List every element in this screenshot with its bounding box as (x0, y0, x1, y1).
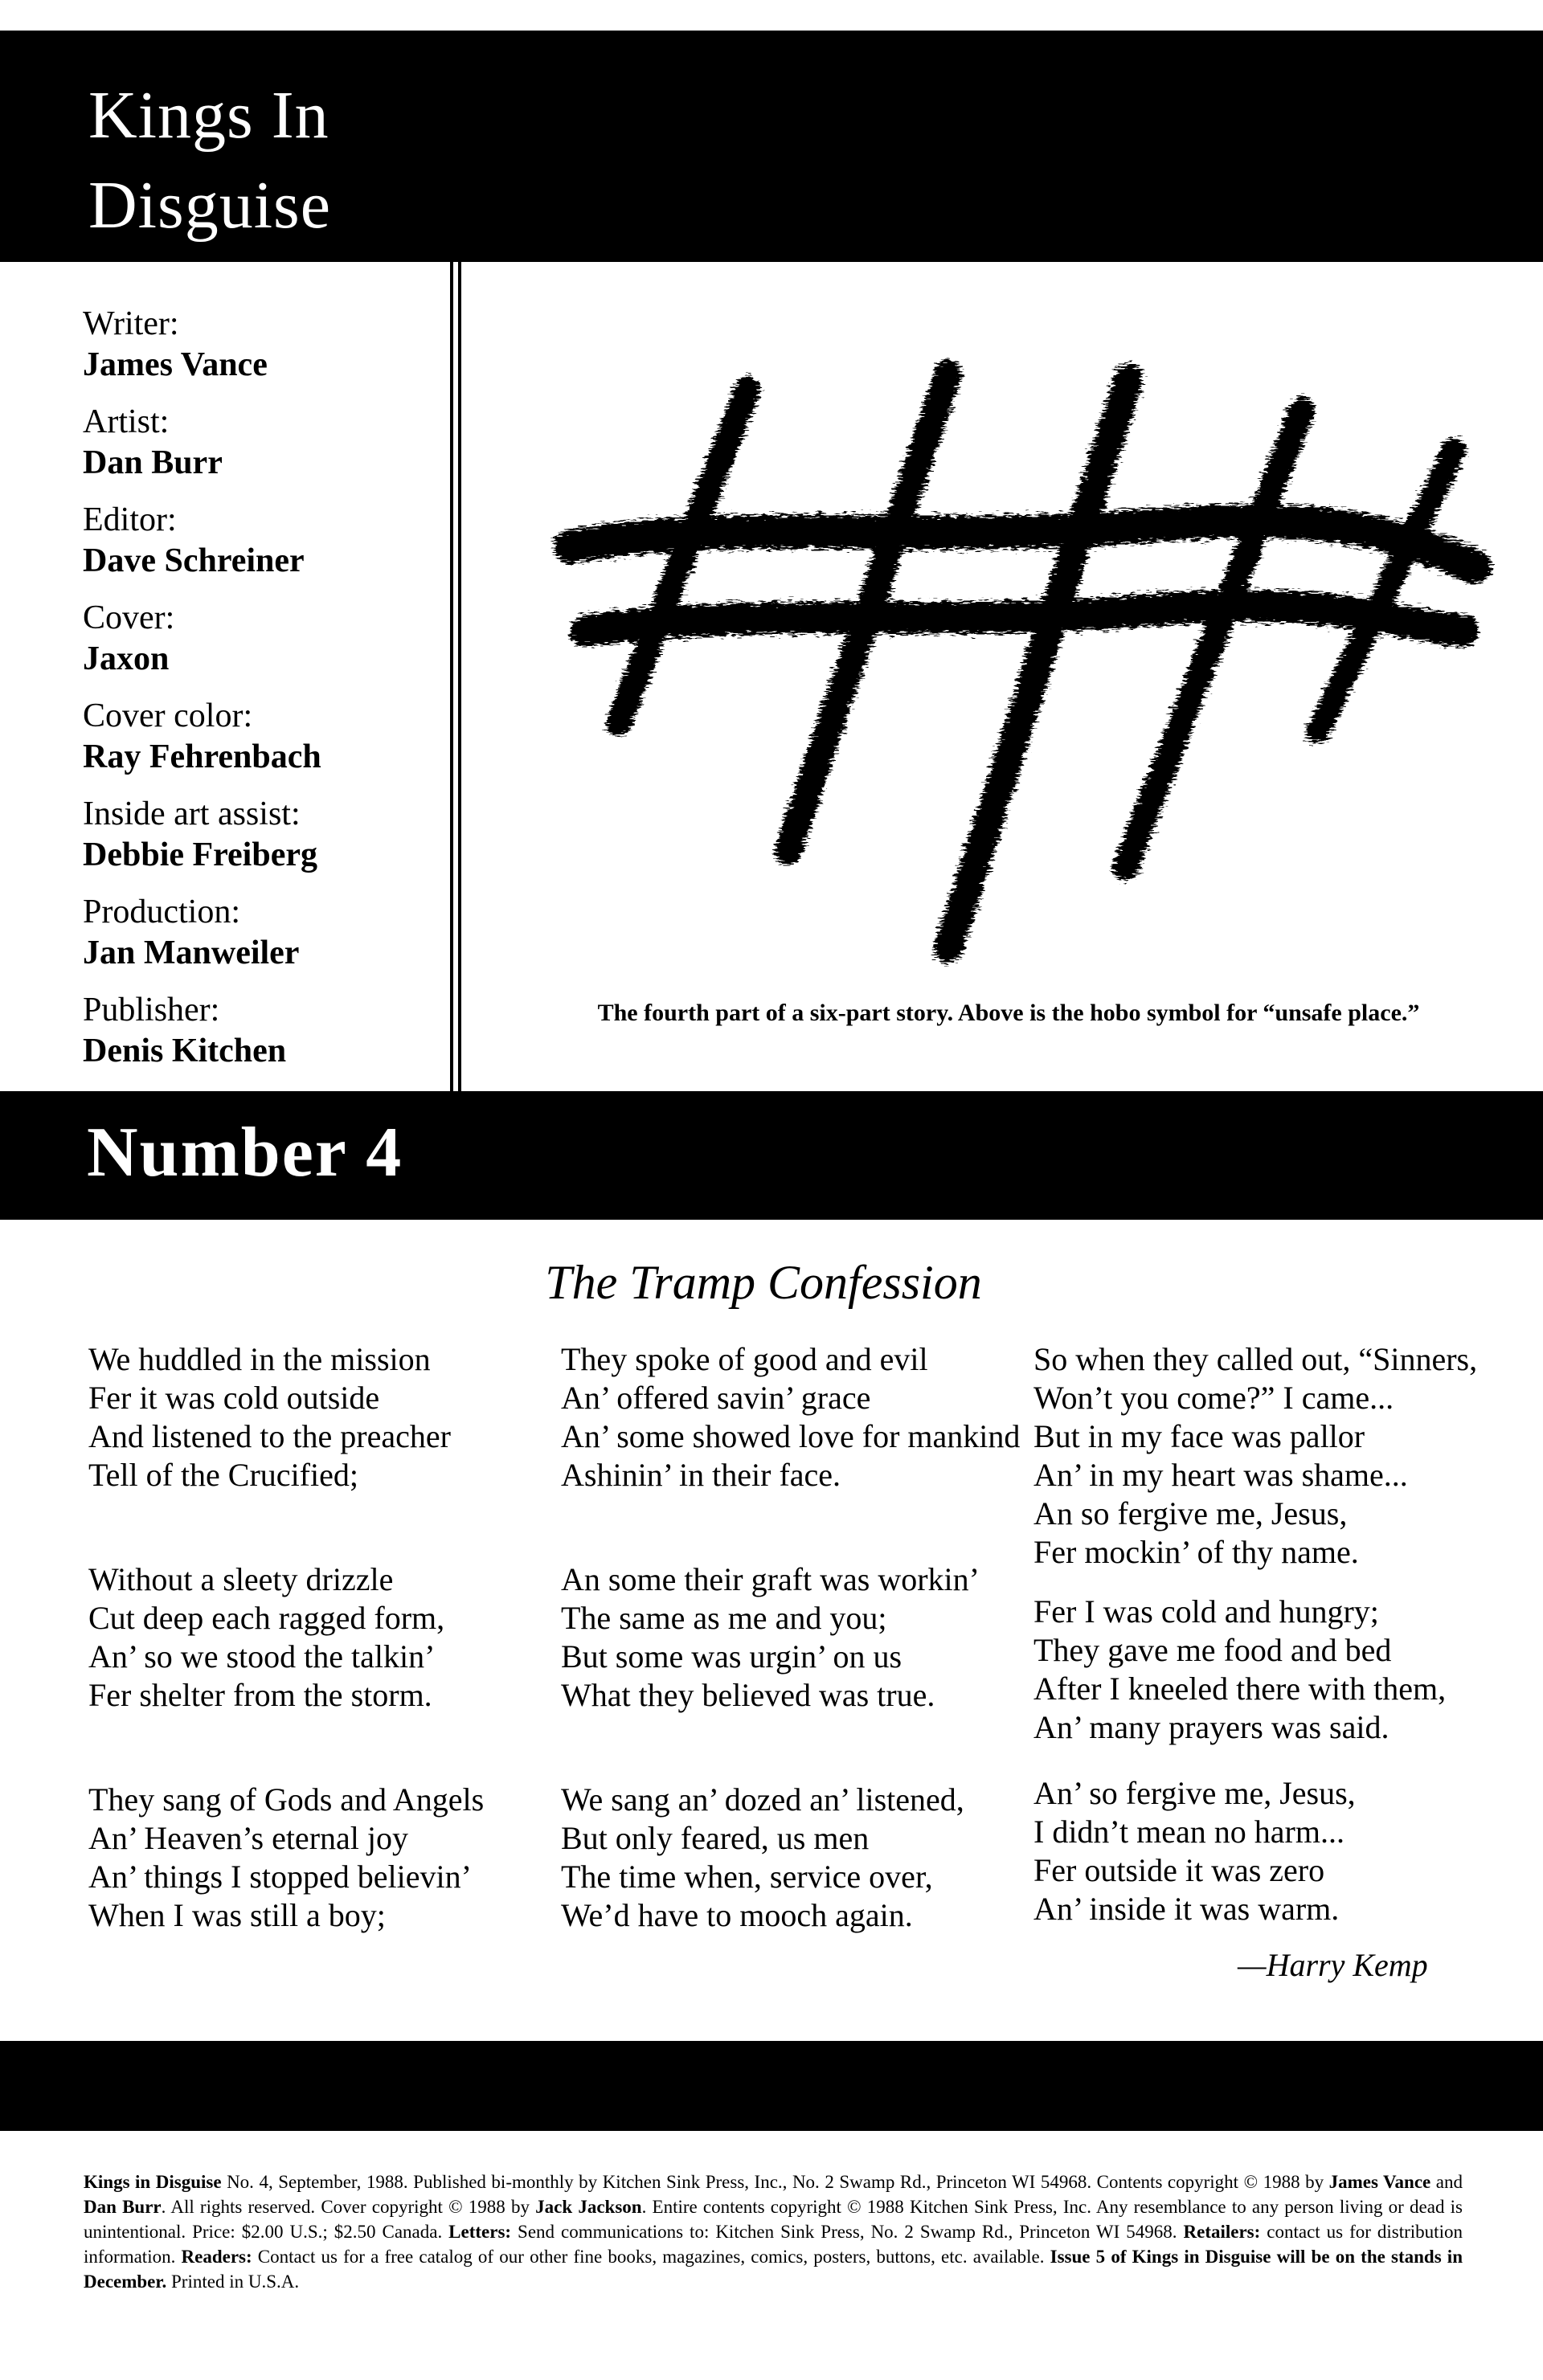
poem-line: An’ Heaven’s eternal joy (88, 1820, 408, 1856)
credit-editor (83, 500, 436, 582)
poem-title: The Tramp Confession (545, 1256, 982, 1309)
poem-line: I didn’t mean no harm... (1033, 1814, 1344, 1850)
poem-line: They gave me food and bed (1033, 1632, 1392, 1668)
credit-inside-art-assist (83, 794, 436, 876)
poem-stanza (88, 1340, 571, 1495)
poem-line: Tell of the Crucified; (88, 1457, 358, 1493)
credit-production (83, 892, 436, 974)
issue-number: Number 4 (87, 1114, 403, 1192)
poem-line: And listened to the preacher (88, 1418, 451, 1454)
poem-line: An’ in my heart was shame... (1033, 1457, 1408, 1493)
credit-writer (83, 304, 436, 386)
credit-publisher (83, 990, 436, 1072)
indicia-text: Contact us for a free catalog of our other fine books, magazines, comics, posters, buttons, etc. available. (252, 2247, 1050, 2267)
poem-line: The same as me and you; (561, 1600, 887, 1636)
poem-line: An’ so fergive me, Jesus, (1033, 1775, 1356, 1811)
poem-line: What they believed was true. (561, 1677, 935, 1713)
credit-name: Denis Kitchen (83, 1033, 287, 1069)
symbol-caption: The fourth part of a six-part story. Above is the hobo symbol for “unsafe place.” (597, 1000, 1420, 1026)
credit-role: Cover: (83, 599, 175, 636)
credit-name: Debbie Freiberg (83, 836, 317, 873)
credit-role: Cover color: (83, 697, 253, 734)
poem-line: We’d have to mooch again. (561, 1897, 913, 1933)
title-line-2: Disguise (88, 168, 331, 243)
indicia-cover-artist: Jack Jackson (535, 2197, 642, 2217)
title-line-1: Kings In (88, 78, 329, 153)
issue-banner (0, 1091, 1543, 1220)
poem-line: An’ many prayers was said. (1033, 1709, 1390, 1745)
credit-name: Ray Fehrenbach (83, 738, 321, 775)
poem-author: —Harry Kemp (1238, 1947, 1428, 1983)
bottom-banner (0, 2041, 1543, 2131)
publication-title (88, 71, 331, 251)
credit-role: Editor: (83, 501, 177, 538)
poem-column-2 (561, 1340, 1043, 1935)
poem-line: An’ inside it was warm. (1033, 1891, 1340, 1927)
title-banner (0, 31, 1543, 262)
poem-stanza (88, 1781, 571, 1935)
poem-line: Ashinin’ in their face. (561, 1457, 841, 1493)
indicia-text: Printed in U.S.A. (166, 2272, 300, 2292)
indicia-title: Kings in Disguise (84, 2172, 222, 2192)
indicia-text: and (1430, 2172, 1463, 2192)
poem-column-3 (1033, 1340, 1516, 1928)
credit-role: Writer: (83, 305, 179, 342)
credit-role: Production: (83, 894, 240, 930)
poem-line: When I was still a boy; (88, 1897, 386, 1933)
divider-rule (458, 262, 461, 1091)
hobo-symbol-unsafe-place-icon (530, 354, 1495, 996)
indicia-retailers-label: Retailers: (1183, 2222, 1261, 2242)
credit-name: Jan Manweiler (83, 934, 300, 971)
indicia-writer: James Vance (1328, 2172, 1431, 2192)
poem-line: The time when, service over, (561, 1859, 933, 1895)
indicia-text: No. 4, September, 1988. Published bi-monthly by Kitchen Sink Press, Inc., No. 2 Swamp Rd., Princeton WI 54968. Contents copyright © 1988 by (221, 2172, 1329, 2192)
poem-line: An’ offered savin’ grace (561, 1380, 871, 1416)
poem-stanza (561, 1781, 1043, 1935)
credit-name: Dan Burr (83, 444, 223, 481)
credit-name: Dave Schreiner (83, 542, 305, 579)
credit-cover-color (83, 696, 436, 778)
poem-line: Won’t you come?” I came... (1033, 1380, 1394, 1416)
poem-line: So when they called out, “Sinners, (1033, 1341, 1478, 1377)
indicia-text: contact us for distribution information. (84, 2222, 1463, 2267)
credit-role: Artist: (83, 403, 170, 440)
poem-column-1 (88, 1340, 571, 1935)
indicia-artist: Dan Burr (84, 2197, 162, 2217)
poem-line: Without a sleety drizzle (88, 1561, 394, 1597)
poem-stanza (1033, 1593, 1516, 1747)
credit-cover (83, 598, 436, 680)
poem-line: We sang an’ dozed an’ listened, (561, 1781, 964, 1818)
publication-indicia (84, 2169, 1463, 2294)
indicia-letters-label: Letters: (448, 2222, 512, 2242)
poem-line: An some their graft was workin’ (561, 1561, 980, 1597)
poem-line: After I kneeled there with them, (1033, 1670, 1447, 1707)
poem-stanza (1033, 1340, 1516, 1572)
poem-line: Fer outside it was zero (1033, 1852, 1325, 1888)
poem-line: But only feared, us men (561, 1820, 870, 1856)
indicia-text: . All rights reserved. Cover copyright © 1988 by (161, 2197, 536, 2217)
poem-line: Fer it was cold outside (88, 1380, 380, 1416)
poem-line: They sang of Gods and Angels (88, 1781, 485, 1818)
credit-artist (83, 402, 436, 484)
poem-line: But some was urgin’ on us (561, 1638, 902, 1675)
poem-line: Fer I was cold and hungry; (1033, 1593, 1379, 1630)
poem-stanza (88, 1560, 571, 1715)
poem-line: Cut deep each ragged form, (88, 1600, 445, 1636)
indicia-next-issue: Issue 5 of Kings in Disguise will be on the stands in December. (84, 2247, 1463, 2292)
credit-role: Publisher: (83, 992, 220, 1028)
poem-stanza (561, 1560, 1043, 1715)
poem-line: They spoke of good and evil (561, 1341, 928, 1377)
poem-stanza (1033, 1774, 1516, 1928)
credit-name: James Vance (83, 346, 268, 383)
poem-line: An’ so we stood the talkin’ (88, 1638, 436, 1675)
indicia-readers-label: Readers: (181, 2247, 252, 2267)
credit-role: Inside art assist: (83, 795, 301, 832)
poem-line: An’ things I stopped believin’ (88, 1859, 472, 1895)
credits-list (83, 304, 436, 1088)
poem-line: An so fergive me, Jesus, (1033, 1495, 1348, 1531)
poem-stanza (561, 1340, 1043, 1495)
credit-name: Jaxon (83, 640, 170, 677)
poem-line: We huddled in the mission (88, 1341, 431, 1377)
poem-line: Fer shelter from the storm. (88, 1677, 432, 1713)
indicia-text: . Entire contents copyright © 1988 Kitchen Sink Press, Inc. Any resemblance to any person living or dead is unintentional. Price: $2.00 U.S.; $2.50 Canada. (84, 2197, 1463, 2242)
poem-line: But in my face was pallor (1033, 1418, 1365, 1454)
poem-line: An’ some showed love for mankind (561, 1418, 1021, 1454)
divider-rule (450, 262, 453, 1091)
indicia-text: Send communications to: Kitchen Sink Press, No. 2 Swamp Rd., Princeton WI 54968. (511, 2222, 1184, 2242)
poem-line: Fer mockin’ of thy name. (1033, 1534, 1359, 1570)
